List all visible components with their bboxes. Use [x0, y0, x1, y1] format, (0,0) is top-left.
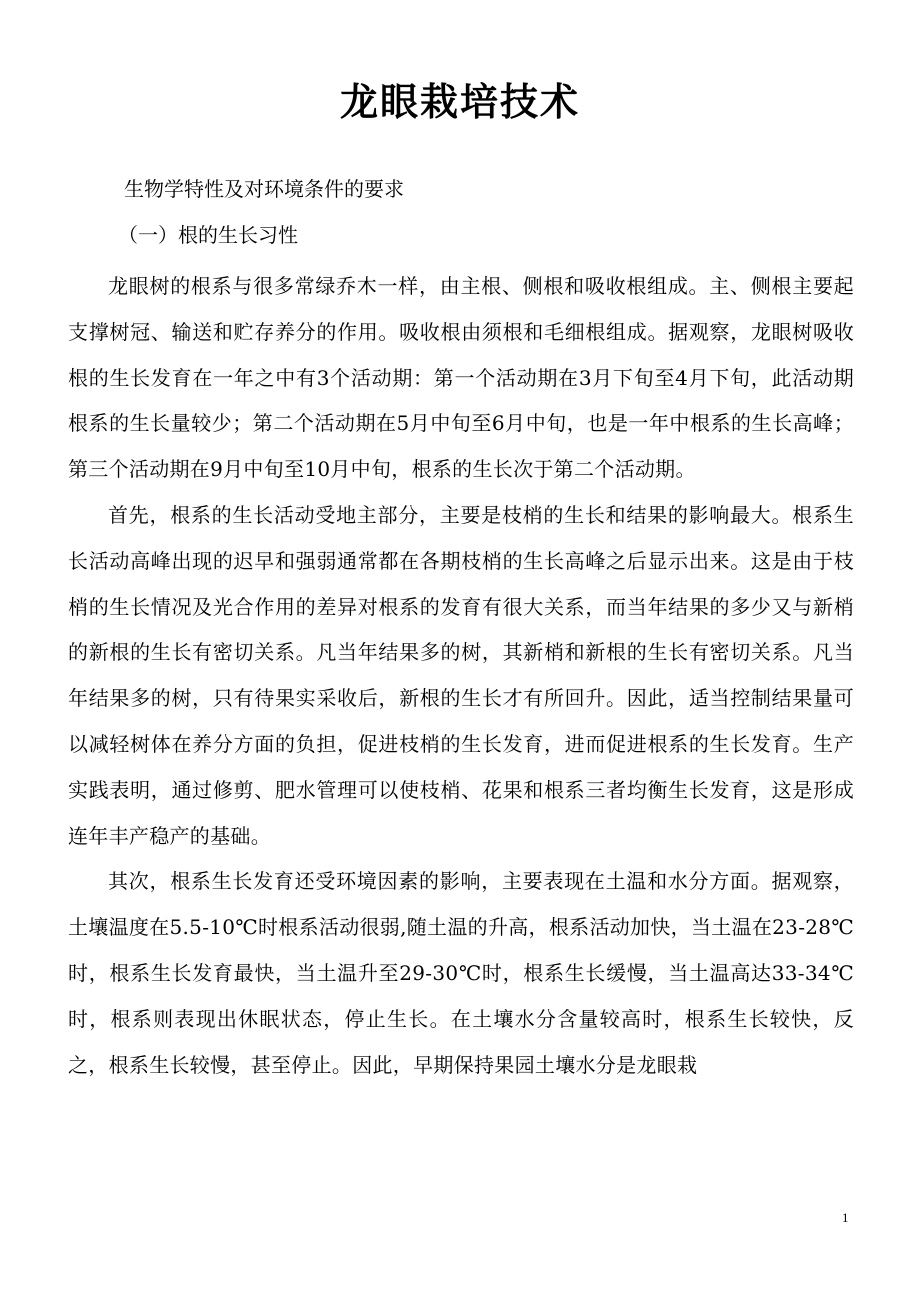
paragraph-root-system: 龙眼树的根系与很多常绿乔木一样，由主根、侧根和吸收根组成。主、侧根主要起支撑树冠、输送和贮存养分的作用。吸收根由须根和毛细根组成。据观察，龙眼树吸收根的生长发育在一年之中有3个活动期：第一个活动期在3月下旬至4月下旬，此活动期根系的生长量较少；第二个活动期在5月中旬至6月中旬，也是一年中根系的生长高峰；第三个活动期在9月中旬至10月中旬，根系的生长次于第二个活动期。 — [68, 274, 854, 482]
paragraph-environment: 其次，根系生长发育还受环境因素的影响，主要表现在土温和水分方面。据观察，土壤温度在5.5-10℃时根系活动很弱,随土温的升高，根系活动加快，当土温在23-28℃时，根系生长发育最快，当土温升至29-30℃时，根系生长缓慢，当土温高达33-34℃时，根系则表现出休眠状态，停止生长。在土壤水分含量较高时，根系生长较快，反之，根系生长较慢，甚至停止。因此，早期保持果园土壤水分是龙眼栽 — [68, 869, 854, 1077]
document-title: 龙眼栽培技术 — [339, 79, 580, 124]
section-heading: 生物学特性及对环境条件的要求 — [124, 177, 404, 201]
page-number: 1 — [842, 1210, 849, 1225]
body-text — [68, 264, 854, 1088]
subsection-heading: （一）根的生长习性 — [118, 223, 298, 247]
paragraph-growth-factors: 首先，根系的生长活动受地主部分，主要是枝梢的生长和结果的影响最大。根系生长活动高峰出现的迟早和强弱通常都在各期枝梢的生长高峰之后显示出来。这是由于枝梢的生长情况及光合作用的差异对根系的发育有很大关系，而当年结果的多少又与新梢的新根的生长有密切关系。凡当年结果多的树，其新梢和新根的生长有密切关系。凡当年结果多的树，只有待果实采收后，新根的生长才有所回升。因此，适当控制结果量可以减轻树体在养分方面的负担，促进枝梢的生长发育，进而促进根系的生长发育。生产实践表明，通过修剪、肥水管理可以使枝梢、花果和根系三者均衡生长发育，这是形成连年丰产稳产的基础。 — [68, 502, 854, 848]
